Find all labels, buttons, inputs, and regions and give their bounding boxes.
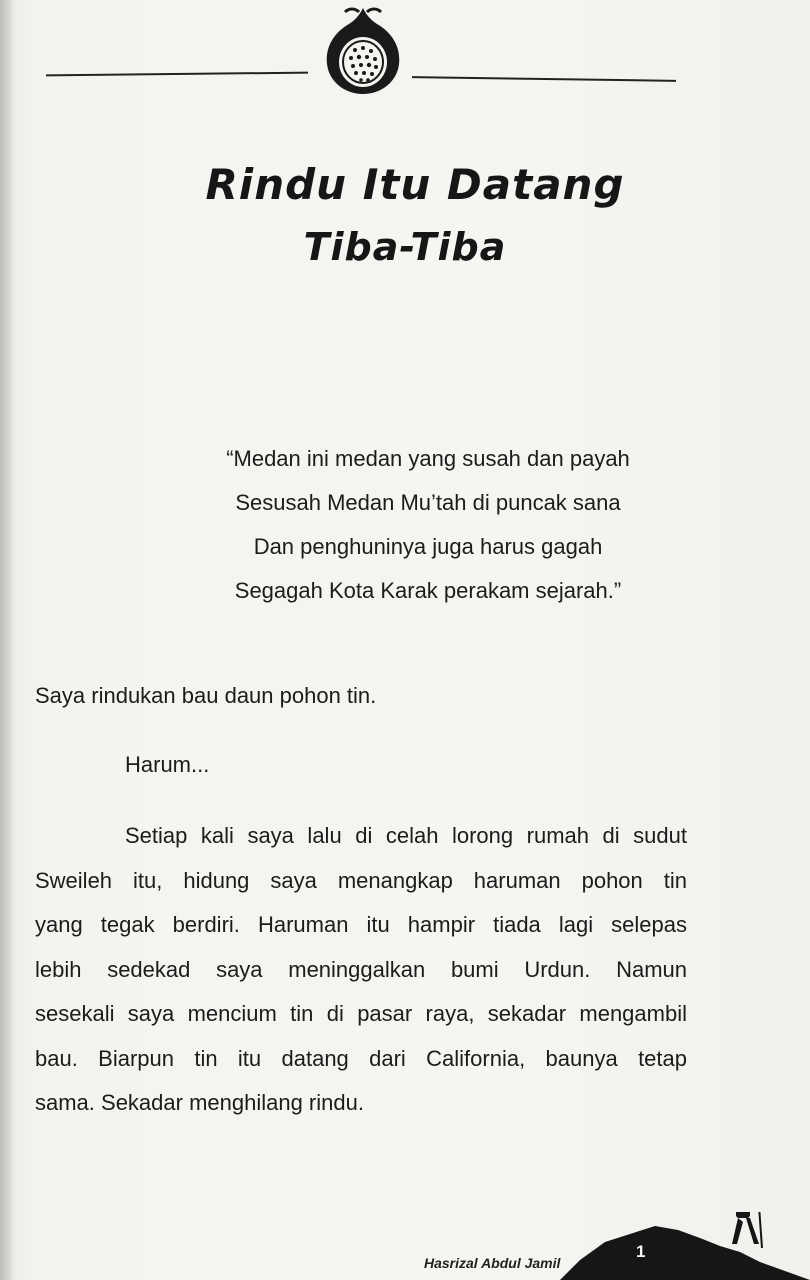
paragraph-line: bau. Biarpun tin itu datang dari California, baunya tetap bbox=[35, 1045, 687, 1071]
header-rule-right bbox=[412, 76, 676, 82]
paragraph-line: lebih sedekad saya meninggalkan bumi Urdun. Namun bbox=[35, 956, 687, 982]
hiker-mountain-icon bbox=[560, 1212, 810, 1280]
poem-line: Dan penghuninya juga harus gagah bbox=[253, 534, 603, 559]
paragraph-harum: Harum... bbox=[125, 752, 210, 777]
paragraph-opening: Saya rindukan bau daun pohon tin. bbox=[35, 683, 377, 708]
paragraph-line: sesekali saya mencium tin di pasar raya, sekadar mengambil bbox=[35, 1001, 687, 1026]
paragraph-line: Sweileh itu, hidung saya menangkap haruman pohon tin bbox=[35, 867, 687, 893]
header-rule-left bbox=[46, 72, 308, 77]
chapter-title-line1: Rindu Itu Datang bbox=[205, 160, 625, 209]
poem-line: Sesusah Medan Mu’tah di puncak sana bbox=[235, 490, 621, 515]
paragraph-main bbox=[35, 814, 687, 1126]
page-number: 1 bbox=[636, 1242, 646, 1261]
epigraph-poem bbox=[0, 437, 810, 613]
paragraph-line: yang tegak berdiri. Haruman itu hampir tiada lagi selepas bbox=[35, 912, 687, 937]
fig-fruit-icon bbox=[315, 2, 411, 98]
paragraph-line: Setiap kali saya lalu di celah lorong rumah di sudut bbox=[125, 823, 687, 848]
footer-author: Hasrizal Abdul Jamil bbox=[424, 1255, 561, 1271]
chapter-title-line2: Tiba-Tiba bbox=[303, 225, 507, 269]
poem-line: Segagah Kota Karak perakam sejarah.” bbox=[234, 578, 622, 603]
paragraph-line: sama. Sekadar menghilang rindu. bbox=[35, 1090, 364, 1115]
poem-line: “Medan ini medan yang susah dan payah bbox=[226, 446, 630, 471]
